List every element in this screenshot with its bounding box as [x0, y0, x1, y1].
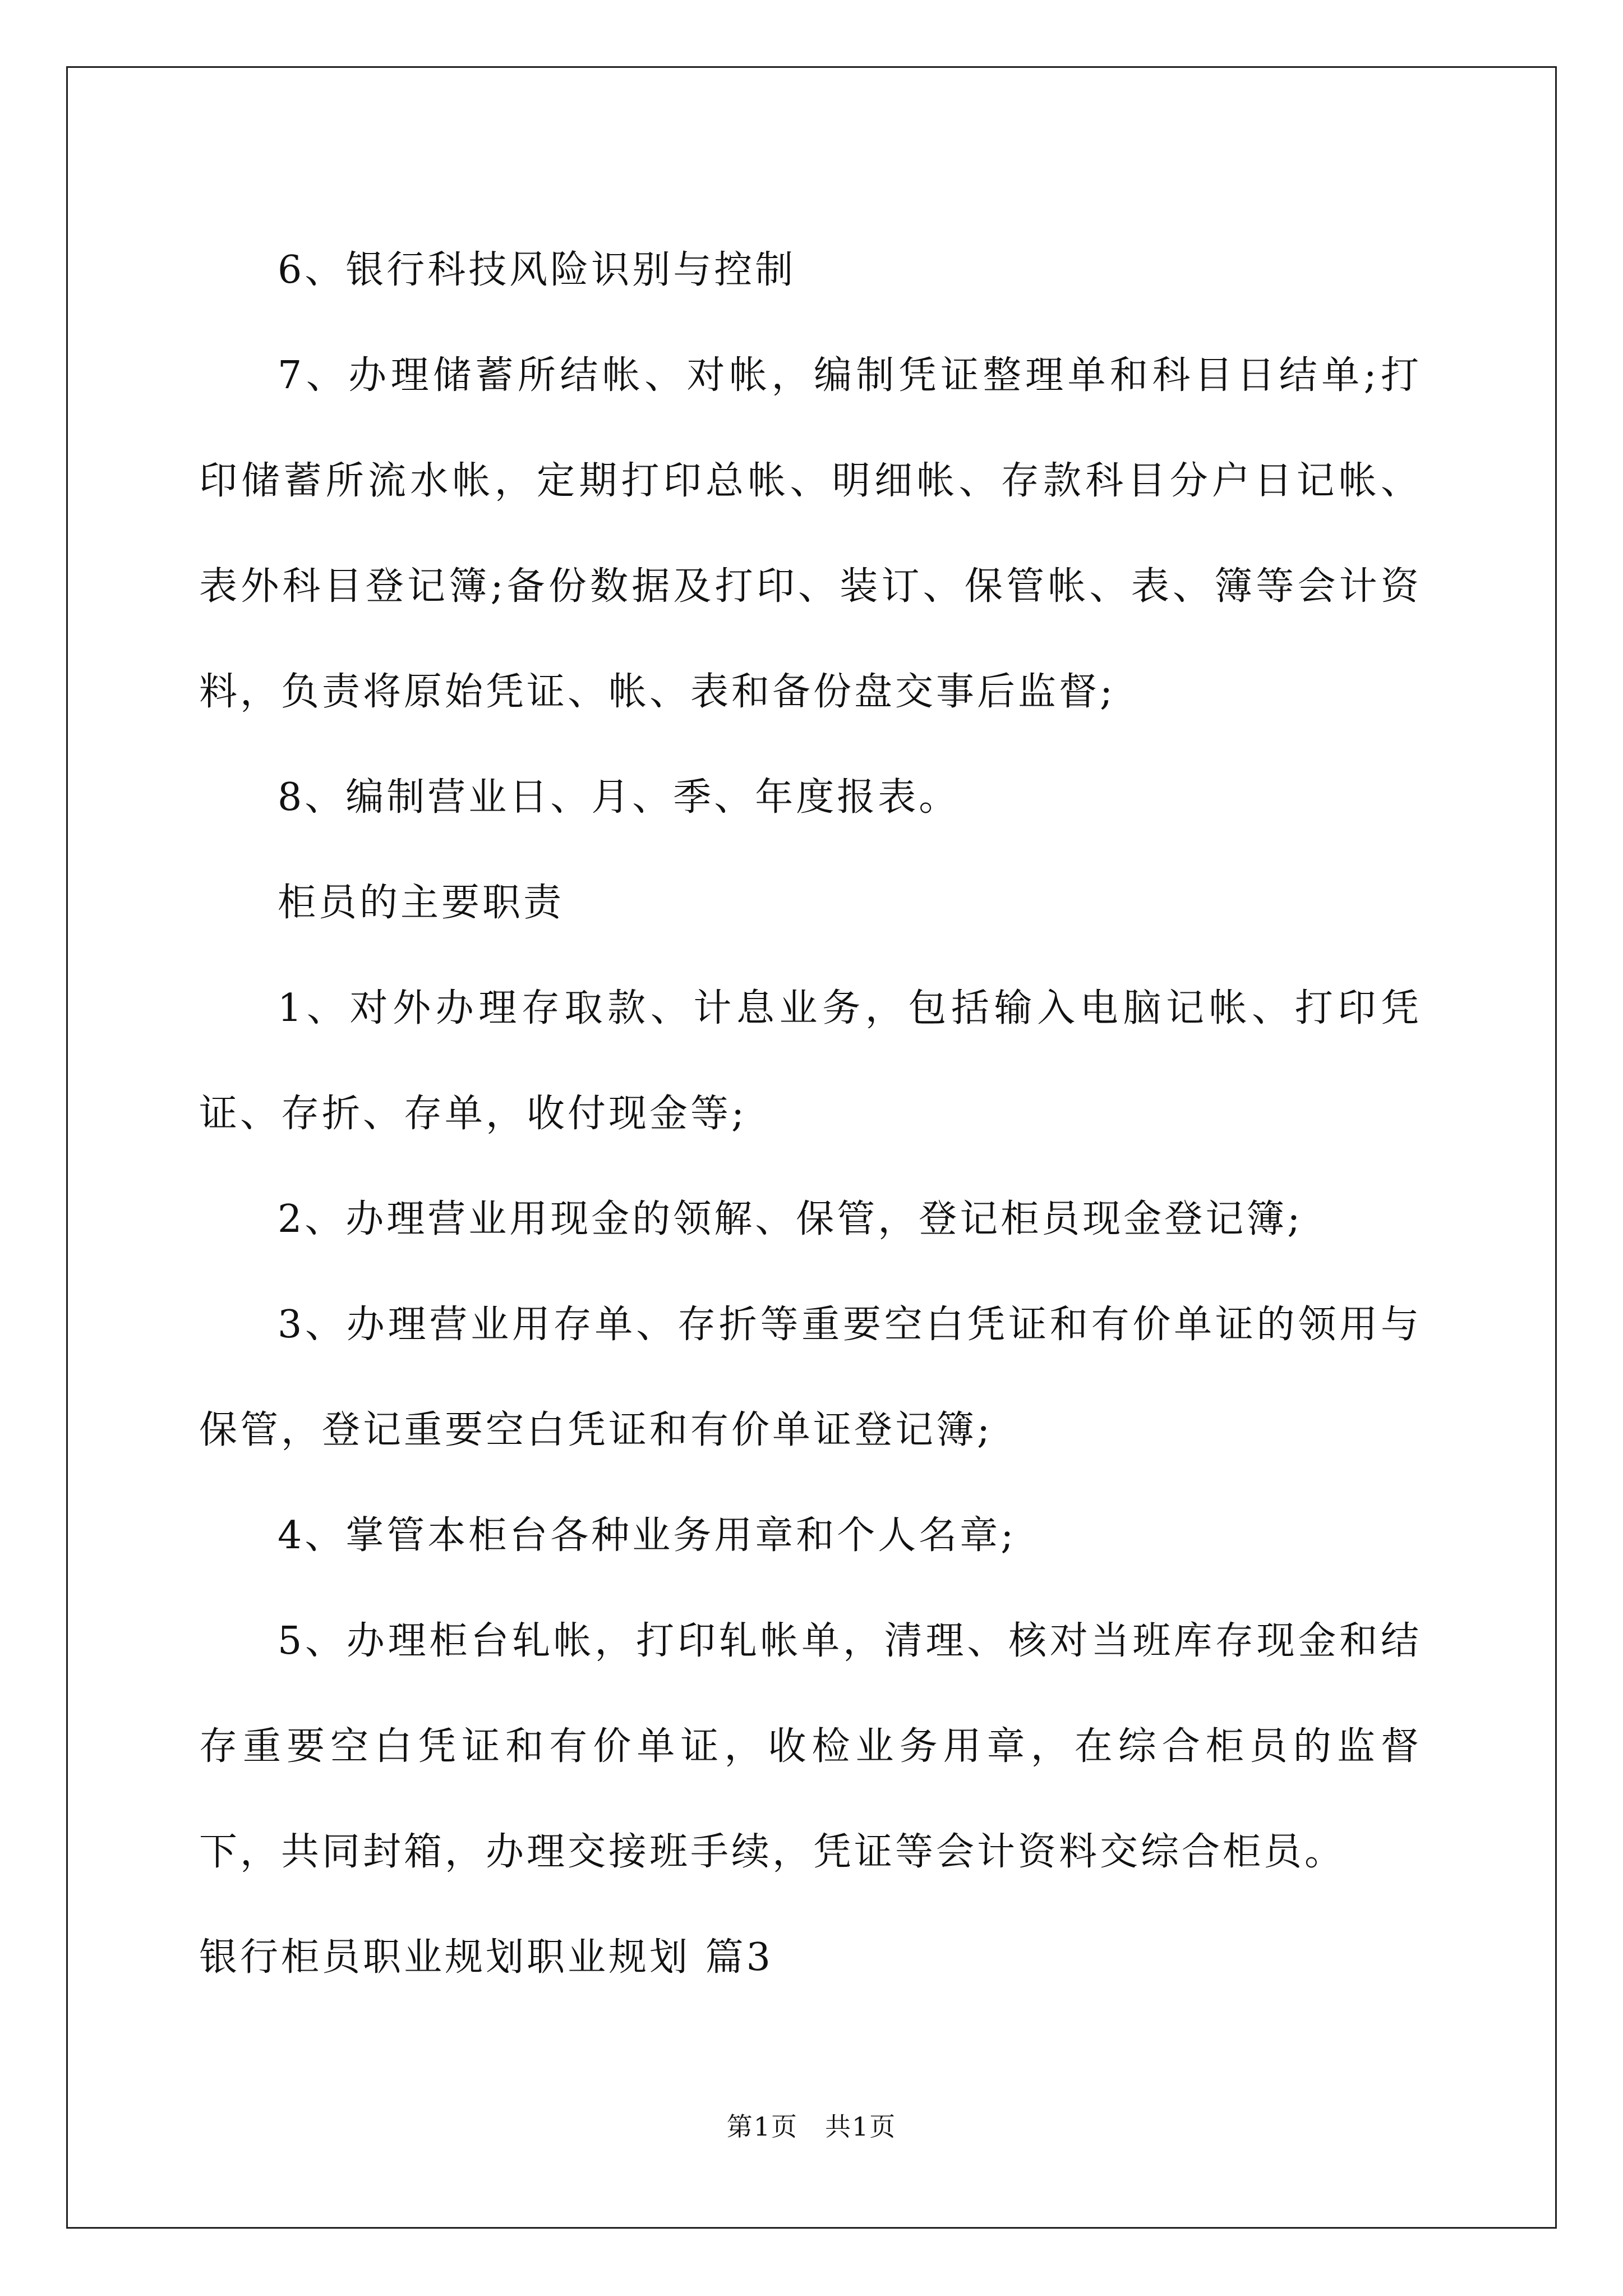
duty-item-4: 4、掌管本柜台各种业务用章和个人名章;: [278, 1513, 1017, 1558]
duty-item-1: 1、对外办理存取款、计息业务，包括输入电脑记帐、打印凭证、存折、存单，收付现金等;: [199, 986, 1422, 1136]
duty-item-3: 3、办理营业用存单、存折等重要空白凭证和有价单证的领用与保管，登记重要空白凭证和有价单证登记簿;: [199, 1303, 1422, 1452]
duty-item-2: 2、办理营业用现金的领解、保管，登记柜员现金登记簿;: [278, 1197, 1303, 1241]
section-subheading: 柜员的主要职责: [278, 881, 565, 925]
paragraph-item-8: 8、编制营业日、月、季、年度报表。: [278, 775, 960, 820]
page-number: 第1页 共1页: [726, 2111, 897, 2142]
paragraph-item-7: 7、办理储蓄所结帐、对帐，编制凭证整理单和科目日结单;打印储蓄所流水帐，定期打印总帐、明细帐、存款科目分户日记帐、表外科目登记簿;备份数据及打印、装订、保管帐、表、簿等会计资料，负责将原始凭证、帐、表和备份盘交事后监督;: [199, 353, 1422, 714]
section-heading: 银行柜员职业规划职业规划 篇3: [199, 1935, 773, 1980]
paragraph-item-6: 6、银行科技风险识别与控制: [278, 248, 796, 292]
document-body: [199, 218, 1422, 2010]
duty-item-5: 5、办理柜台轧帐，打印轧帐单，清理、核对当班库存现金和结存重要空白凭证和有价单证，收检业务用章，在综合柜员的监督下，共同封箱，办理交接班手续，凭证等会计资料交综合柜员。: [199, 1619, 1422, 1874]
